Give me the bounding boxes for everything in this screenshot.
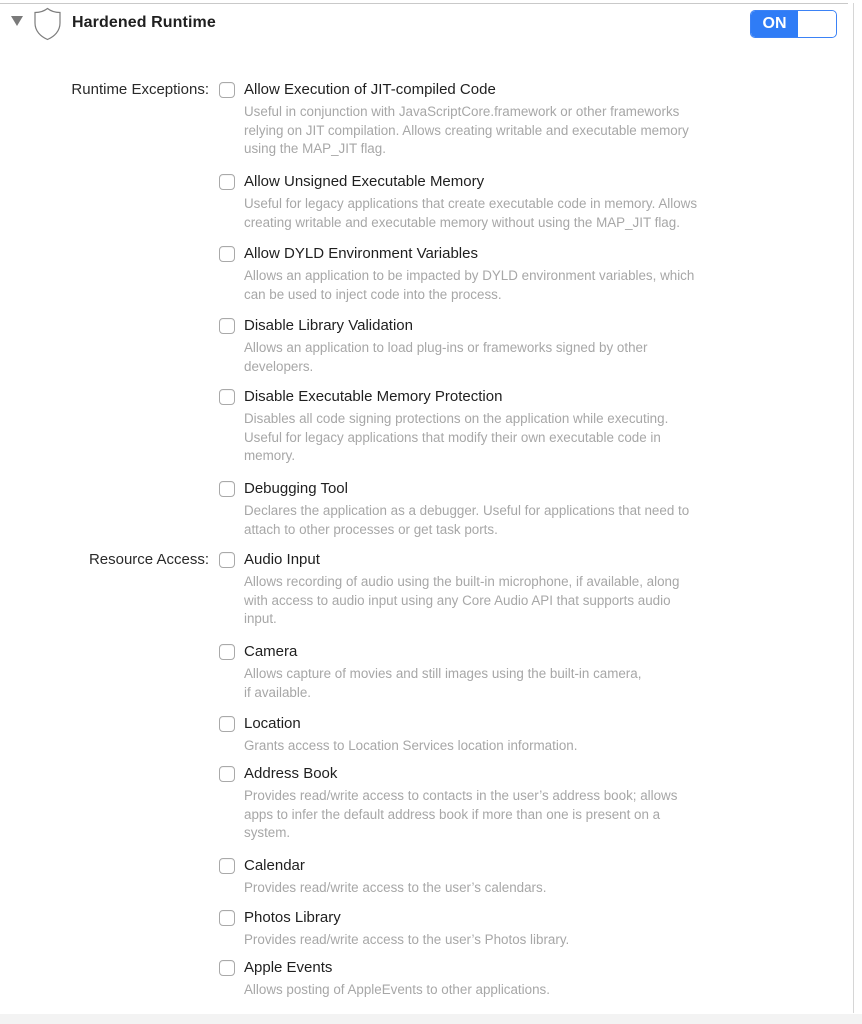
option-title[interactable]: Allow Unsigned Executable Memory (244, 173, 485, 190)
location-checkbox[interactable] (219, 716, 235, 732)
description-line: Useful for legacy applications that create executable code in memory. Allows (244, 196, 698, 211)
description-line: Provides read/write access to the user’s calendars. (244, 880, 547, 895)
group-label-resource-access: Resource Access: (88, 551, 209, 568)
allow-unsigned-executable-memory-checkbox[interactable] (219, 174, 235, 190)
disable-library-validation-checkbox[interactable] (219, 318, 235, 334)
option-description (244, 573, 784, 629)
description-line: Useful for legacy applications that modify their own executable code in (244, 429, 661, 445)
option-title[interactable]: Allow DYLD Environment Variables (244, 245, 478, 262)
calendar-checkbox[interactable] (219, 858, 235, 874)
debugging-tool-checkbox[interactable] (219, 481, 235, 497)
description-line: if available. (244, 684, 311, 700)
option-description (244, 502, 784, 539)
shield-icon (33, 7, 62, 41)
camera-checkbox[interactable] (219, 644, 235, 660)
option-title[interactable]: Disable Executable Memory Protection (244, 388, 503, 405)
option-title[interactable]: Debugging Tool (244, 480, 348, 497)
description-line: Allows recording of audio using the built-in microphone, if available, along (244, 574, 680, 589)
option-title[interactable]: Address Book (244, 765, 338, 782)
group-label-runtime-exceptions: Runtime Exceptions: (71, 81, 209, 98)
option-description (244, 737, 784, 756)
option-title[interactable]: Camera (244, 643, 298, 660)
toggle-knob (798, 11, 836, 37)
photos-library-checkbox[interactable] (219, 910, 235, 926)
description-line: with access to audio input using any Core Audio API that supports audio (244, 592, 671, 608)
option-description (244, 787, 784, 843)
allow-execution-of-jit-compiled-code-checkbox[interactable] (219, 82, 235, 98)
description-line: apps to infer the default address book if more than one is present on a (244, 806, 661, 822)
description-line: memory. (244, 448, 296, 463)
description-line: attach to other processes or get task ports. (244, 521, 498, 537)
option-title[interactable]: Location (244, 715, 301, 732)
disclosure-triangle-down-icon[interactable] (10, 14, 24, 28)
section-header (0, 6, 848, 42)
description-line: Allows posting of AppleEvents to other applications. (244, 982, 550, 997)
address-book-checkbox[interactable] (219, 766, 235, 782)
disable-executable-memory-protection-checkbox[interactable] (219, 389, 235, 405)
description-line: can be used to inject code into the process. (244, 286, 502, 302)
toggle-on-label: ON (751, 11, 798, 37)
allow-dyld-environment-variables-checkbox[interactable] (219, 246, 235, 262)
option-title[interactable]: Allow Execution of JIT-compiled Code (244, 81, 496, 98)
description-line: input. (244, 611, 277, 626)
option-title[interactable]: Calendar (244, 857, 305, 874)
top-divider (0, 3, 848, 4)
description-line: Declares the application as a debugger. Useful for applications that need to (244, 503, 690, 518)
option-title[interactable]: Disable Library Validation (244, 317, 413, 334)
option-description (244, 931, 784, 950)
apple-events-checkbox[interactable] (219, 960, 235, 976)
description-line: Provides read/write access to contacts in the user’s address book; allows (244, 788, 678, 803)
description-line: Provides read/write access to the user’s Photos library. (244, 932, 570, 947)
right-divider (853, 3, 854, 1013)
description-line: Allows an application to load plug-ins or frameworks signed by other (244, 340, 648, 355)
option-description (244, 339, 784, 376)
audio-input-checkbox[interactable] (219, 552, 235, 568)
hardened-runtime-toggle[interactable] (750, 10, 837, 38)
option-description (244, 981, 784, 1000)
option-description (244, 879, 784, 898)
description-line: using the MAP_JIT flag. (244, 141, 386, 156)
description-line: creating writable and executable memory without using the MAP_JIT flag. (244, 214, 680, 230)
option-description (244, 410, 784, 466)
option-title[interactable]: Photos Library (244, 909, 341, 926)
option-description (244, 195, 784, 232)
description-line: Grants access to Location Services location information. (244, 738, 578, 753)
bottom-strip (0, 1014, 862, 1024)
option-description (244, 665, 784, 702)
description-line: Allows an application to be impacted by DYLD environment variables, which (244, 268, 695, 283)
option-description (244, 267, 784, 304)
description-line: relying on JIT compilation. Allows creating writable and executable memory (244, 122, 689, 138)
section-title: Hardened Runtime (72, 14, 216, 31)
description-line: Disables all code signing protections on the application while executing. (244, 411, 669, 426)
option-title[interactable]: Apple Events (244, 959, 333, 976)
option-description (244, 103, 784, 159)
description-line: Useful in conjunction with JavaScriptCore.framework or other frameworks (244, 104, 680, 119)
option-title[interactable]: Audio Input (244, 551, 320, 568)
description-line: developers. (244, 358, 314, 374)
description-line: system. (244, 825, 291, 840)
description-line: Allows capture of movies and still images using the built-in camera, (244, 666, 642, 681)
